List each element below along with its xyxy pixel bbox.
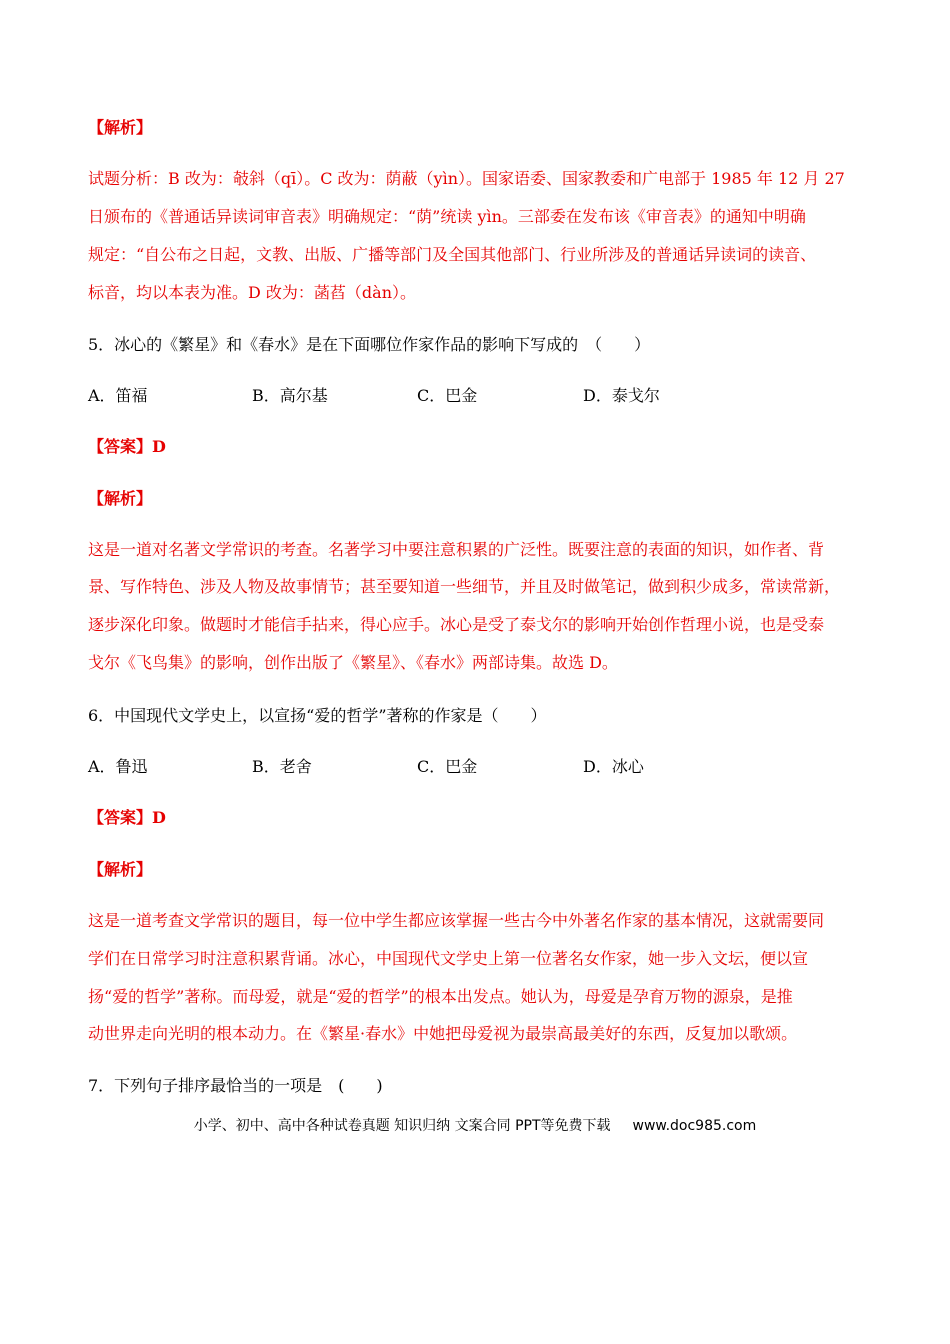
q5-option-d: D．泰戈尔 <box>583 386 660 405</box>
q5-option-b: B．高尔基 <box>252 386 328 405</box>
analysis-text-line: 试题分析：B 改为：攲斜（qī）。C 改为：荫蔽（yìn）。国家语委、国家教委和广电部于 1985 年 12 月 27 <box>88 169 845 188</box>
footer-site-link[interactable]: www.doc985.com <box>632 1118 757 1134</box>
q6-option-c: C．巴金 <box>417 757 478 776</box>
q6-analysis-line: 动世界走向光明的根本动力。在《繁星·春水》中她把母爱视为最崇高最美好的东西，反复加以歌颂。 <box>88 1024 798 1043</box>
q6-option-d: D．冰心 <box>583 757 644 776</box>
q6-analysis-line: 扬“爱的哲学”著称。而母爱，就是“爱的哲学”的根本出发点。她认为，母爱是孕育万物的源泉，是推 <box>88 987 793 1006</box>
q5-analysis-line: 戈尔《飞鸟集》的影响，创作出版了《繁星》、《春水》两部诗集。故选 D。 <box>88 653 618 672</box>
analysis-text-line: 日颁布的《普通话异读词审音表》明确规定：“荫”统读 yìn。三部委在发布该《审音表》的通知中明确 <box>88 207 806 226</box>
q5-answer: 【答案】D <box>88 437 166 456</box>
q6-option-a: A．鲁迅 <box>88 757 148 776</box>
q6-answer: 【答案】D <box>88 808 166 827</box>
analysis-text-line: 规定：“自公布之日起，文教、出版、广播等部门及全国其他部门、行业所涉及的普通话异读词的读音、 <box>88 245 817 264</box>
question-5-text: 5．冰心的《繁星》和《春水》是在下面哪位作家作品的影响下写成的 （ ） <box>88 335 651 354</box>
q5-option-c: C．巴金 <box>417 386 478 405</box>
q6-option-b: B．老舍 <box>252 757 312 776</box>
q6-analysis-line: 学们在日常学习时注意积累背诵。冰心，中国现代文学史上第一位著名女作家，她一步入文坛，便以宣 <box>88 949 809 968</box>
page-footer <box>0 1116 950 1136</box>
analysis-text-line: 标音，均以本表为准。D 改为：菡萏（dàn）。 <box>88 283 417 302</box>
q5-analysis-label: 【解析】 <box>88 489 153 508</box>
q5-analysis-line: 这是一道对名著文学常识的考查。名著学习中要注意积累的广泛性。既要注意的表面的知识，如作者、背 <box>88 540 825 559</box>
q6-analysis-label: 【解析】 <box>88 860 153 879</box>
q5-option-a: A．笛福 <box>88 386 148 405</box>
q6-analysis-line: 这是一道考查文学常识的题目，每一位中学生都应该掌握一些古今中外著名作家的基本情况，这就需要同 <box>88 911 825 930</box>
q5-analysis-line: 逐步深化印象。做题时才能信手拈来，得心应手。冰心是受了泰戈尔的影响开始创作哲理小说，也是受泰 <box>88 615 825 634</box>
question-6-text: 6．中国现代文学史上，以宣扬“爱的哲学”著称的作家是（ ） <box>88 706 547 725</box>
question-7-text: 7．下列句子排序最恰当的一项是 ( ) <box>88 1076 383 1095</box>
footer-text: 小学、初中、高中各种试卷真题 知识归纳 文案合同 PPT等免费下载 <box>193 1118 611 1134</box>
analysis-label: 【解析】 <box>88 118 153 137</box>
q5-analysis-line: 景、写作特色、涉及人物及故事情节；甚至要知道一些细节，并且及时做笔记，做到积少成多，常读常新， <box>88 577 841 596</box>
